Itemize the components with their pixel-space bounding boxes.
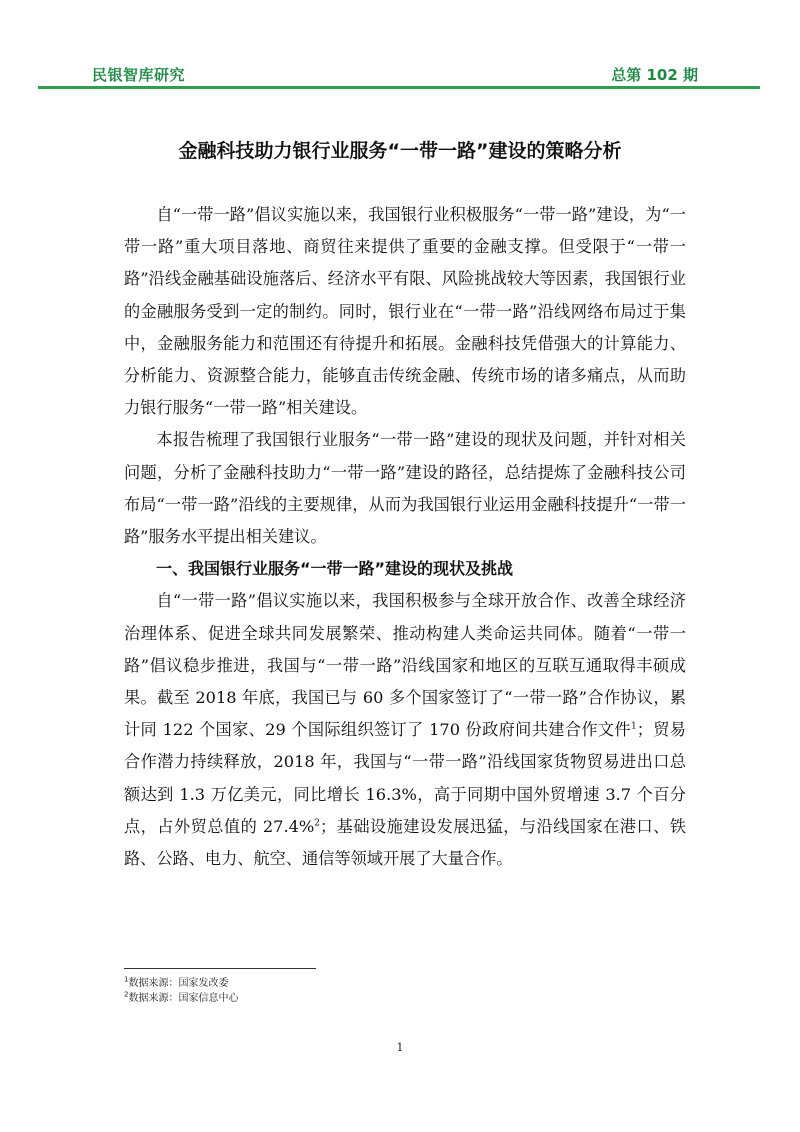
header-issue-number: 总第 102 期 xyxy=(611,66,698,84)
header-publisher: 民银智库研究 xyxy=(92,66,186,84)
footnote-2-mark: 2 xyxy=(124,990,129,999)
header-divider xyxy=(38,86,760,89)
footnote-1-text: 数据来源：国家发改委 xyxy=(128,978,229,989)
paragraph-status xyxy=(124,585,686,875)
footnote-ref-2: 2 xyxy=(314,818,321,829)
paragraph-intro: 自“一带一路”倡议实施以来，我国银行业积极服务“一带一路”建设，为“一带一路”重大项目落地、商贸往来提供了重要的金融支撑。但受限于“一带一路”沿线金融基础设施落后、经济水平有限、风险挑战较大等因素，我国银行业的金融服务受到一定的制约。同时，银行业在“一带一路”沿线网络布局过于集中，金融服务能力和范围还有待提升和拓展。金融科技凭借强大的计算能力、分析能力、资源整合能力，能够直击传统金融、传统市场的诸多痛点，从而助力银行服务“一带一路”相关建设。 xyxy=(124,205,686,418)
paragraph-status-part-c: ；基础设施建设发展迅猛，与沿线国家在港口、铁路、公路、电力、航空、通信等领域开展了大量合作。 xyxy=(124,816,686,869)
page-number: 1 xyxy=(396,1041,404,1054)
footnote-divider xyxy=(124,968,316,969)
footnotes xyxy=(124,976,238,1006)
paragraph-status-part-b: ；贸易合作潜力持续释放，2018 年，我国与“一带一路”沿线国家货物贸易进出口总额达到 1.3 万亿美元，同比增长 16.3%，高于同期中国外贸增速 3.7 个百分点，占外贸总值的 27.4% xyxy=(124,720,686,836)
paragraph-summary: 本报告梳理了我国银行业服务“一带一路”建设的现状及问题，并针对相关问题，分析了金融科技助力“一带一路”建设的路径，总结提炼了金融科技公司布局“一带一路”沿线的主要规律，从而为我国银行业运用金融科技提升“一带一路”服务水平提出相关建议。 xyxy=(124,430,686,547)
document-body xyxy=(124,199,686,875)
footnote-ref-1: 1 xyxy=(630,721,637,732)
paragraph-status-part-a: 自“一带一路”倡议实施以来，我国积极参与全球开放合作、改善全球经济治理体系、促进全球共同发展繁荣、推动构建人类命运共同体。随着“一带一路”倡议稳步推进，我国与“一带一路”沿线国家和地区的互联互通取得丰硕成果。截至 2018 年底，我国已与 60 多个国家签订了“一带一路”合作协议，累计同 122 个国家、29 个国际组织签订了 170 份政府间共建合作文件 xyxy=(124,591,686,740)
section-heading: 一、我国银行业服务“一带一路”建设的现状及挑战 xyxy=(156,559,514,579)
footnote-1-mark: 1 xyxy=(124,975,129,984)
footnote-1 xyxy=(124,976,238,991)
footnote-2-text: 数据来源：国家信息中心 xyxy=(128,993,239,1004)
document-title: 金融科技助力银行业服务“一带一路”建设的策略分析 xyxy=(178,140,622,162)
footnote-2 xyxy=(124,991,238,1006)
